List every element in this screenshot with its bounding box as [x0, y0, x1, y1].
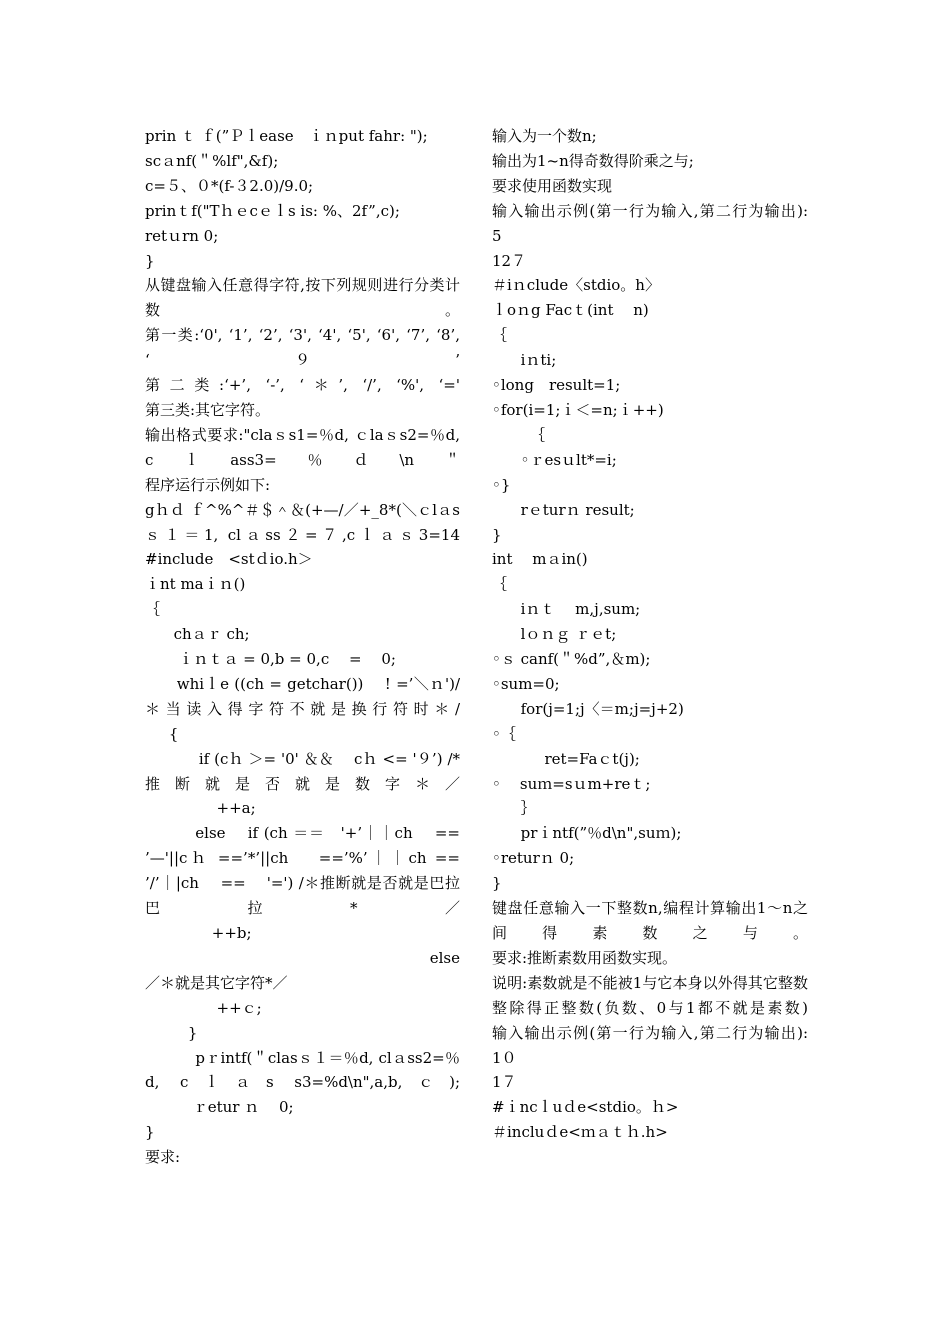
text-line: ｉnt maｉｎ(): [145, 575, 246, 594]
text-line: 键盘任意输入一下整数n,编程计算输出1～n之间得素数之与。: [492, 899, 808, 942]
text-line: whiｌe ((ch = getchar()) ! =’＼ｎ')/＊当读入得字符不就是换行符时＊/: [145, 674, 461, 718]
text-line: ｛: [492, 575, 508, 594]
text-line: ◦ｓ canf(＂%d”,＆m);: [492, 650, 651, 669]
text-line: scａnf(＂%lf",&f);: [145, 151, 279, 170]
text-line: gｈｄ ｆ^%^＃＄＾＆(+—/／+_8*(＼ｃlａsｓ１＝1, clａss２=７,cｌａｓ3=14: [145, 500, 460, 544]
text-line: chａｒ ch;: [145, 625, 250, 644]
text-line: ｌoｎg Facｔ(int n): [492, 301, 649, 320]
text-line: for(j=1;j〈＝m;j=j+2): [492, 699, 684, 718]
text-line: }: [145, 1023, 198, 1042]
text-line: iｎti;: [492, 351, 557, 370]
text-line: }: [492, 874, 502, 893]
text-line: ret=Faｃt(j);: [492, 749, 640, 768]
text-line: c=５、０*(f-３2.0)/9.0;: [145, 176, 314, 195]
text-line: ◦}: [492, 475, 511, 494]
text-line: }: [145, 251, 155, 270]
text-line: ｒetur ｎ 0;: [145, 1098, 294, 1117]
text-line: ｉｎｔａ = 0,b = 0,c = 0;: [145, 650, 396, 669]
text-line: else if (ch ＝＝ '+’｜｜ch == ’—'||cｈ ==’*’||ch ==’%’｜｜ch == ’/’｜|ch == '=') /＊推断就是否就是巴拉巴拉*／: [145, 824, 476, 918]
text-line: ++a;: [145, 799, 256, 818]
text-line: pｒintf(＂clasｓ１＝％d, clａss2=％d, cｌａs s3=%d\n",a,b,ｃ);: [145, 1048, 460, 1092]
text-line: ／＊就是其它字符*／: [145, 973, 288, 992]
text-line: ◦long result=1;: [492, 376, 621, 395]
text-line: ｛: [492, 326, 508, 345]
text-line: ◦ｒesｕlt*=i;: [492, 450, 617, 469]
text-line: else: [429, 948, 460, 967]
text-line: 输入为一个数n;: [492, 127, 597, 145]
text-line: }: [492, 525, 502, 544]
text-line: iｎｔ m,j,sum;: [492, 600, 641, 619]
text-line: #include <stｄio.h＞: [145, 550, 313, 569]
text-line: 要求:: [145, 1148, 181, 1167]
text-line: 要求使用函数实现: [492, 176, 613, 195]
text-line: 1０: [492, 1048, 517, 1067]
text-line: 第一类:‘0', ‘1’, ‘2’, ‘3', ‘4', ‘5', ‘6', ‘7’, ‘8’, ‘９’: [145, 326, 465, 370]
left-text-column: [145, 124, 476, 1170]
text-line: ◦for(i=1;ｉ＜=n;ｉ++): [492, 400, 664, 419]
text-line: 输出为1~n得奇数得阶乘之与;: [492, 151, 694, 170]
text-line: {: [145, 724, 179, 743]
text-line: 输入输出示例(第一行为输入,第二行为输出):: [492, 1023, 808, 1042]
text-line: 1７: [492, 1073, 517, 1092]
text-line: if (cｈ ＞= '0' ＆＆ cｈ <= '９’) /*推断就是否就是数字＊／: [145, 749, 460, 793]
text-line: }: [145, 1123, 155, 1142]
text-line: ◦ suｍ=sｕm+reｔ;: [492, 774, 651, 793]
right-text-column: [492, 124, 808, 1145]
text-line: ｝: [492, 799, 536, 818]
text-line: ◦returｎ 0;: [492, 849, 575, 868]
text-line: ＃incluｄe<ｍａｔｈ.h>: [492, 1123, 668, 1142]
text-line: ++ｃ;: [145, 998, 262, 1017]
text-line: 5: [492, 226, 502, 245]
text-line: lｏｎｇ ｒｅt;: [492, 625, 617, 644]
text-line: 12７: [492, 251, 527, 270]
text-line: ｛: [492, 425, 546, 444]
text-line: 输入输出示例(第一行为输入,第二行为输出):: [492, 201, 808, 220]
text-line: 从键盘输入任意得字符,按下列规则进行分类计数。: [145, 276, 460, 320]
text-line: retｕrn 0;: [145, 226, 219, 245]
text-line: ++b;: [145, 924, 252, 942]
text-line: ◦sum=0;: [492, 674, 560, 693]
text-line: ｛: [145, 600, 161, 619]
text-line: prｉntf(”％d\n",suｍ);: [492, 824, 682, 843]
text-line: prin ｔ ｆ(”Ｐｌease ｉｎput fahr: ");: [145, 127, 428, 145]
text-line: 输出格式要求:"claｓs1=％d, ｃlaｓs2=％d, cｌass3=％ｄ\n＂: [145, 425, 465, 469]
text-line: 程序运行示例如下:: [145, 475, 271, 494]
text-line: prinｔf("Tｈｅcｅｌs is: %、2f”,c);: [145, 201, 400, 220]
text-line: 第二类:‘+’, ‘-’, ‘＊’, ‘/’, ‘%', ‘=': [145, 376, 460, 395]
text-line: rｅturｎ result;: [492, 500, 635, 519]
text-line: ＃iｎclude〈stdio。h〉: [492, 276, 660, 295]
text-line: #ｉncｌuｄe<stdio。ｈ>: [492, 1098, 679, 1117]
text-line: 第三类:其它字符。: [145, 400, 271, 419]
text-line: 说明:素数就是不能被1与它本身以外得其它整数整除得正整数(负数、0与1都不就是素数): [492, 973, 808, 1017]
text-line: int mａin(): [492, 550, 588, 569]
text-line: 要求:推断素数用函数实现。: [492, 948, 678, 967]
text-line: ◦｛: [492, 724, 516, 743]
